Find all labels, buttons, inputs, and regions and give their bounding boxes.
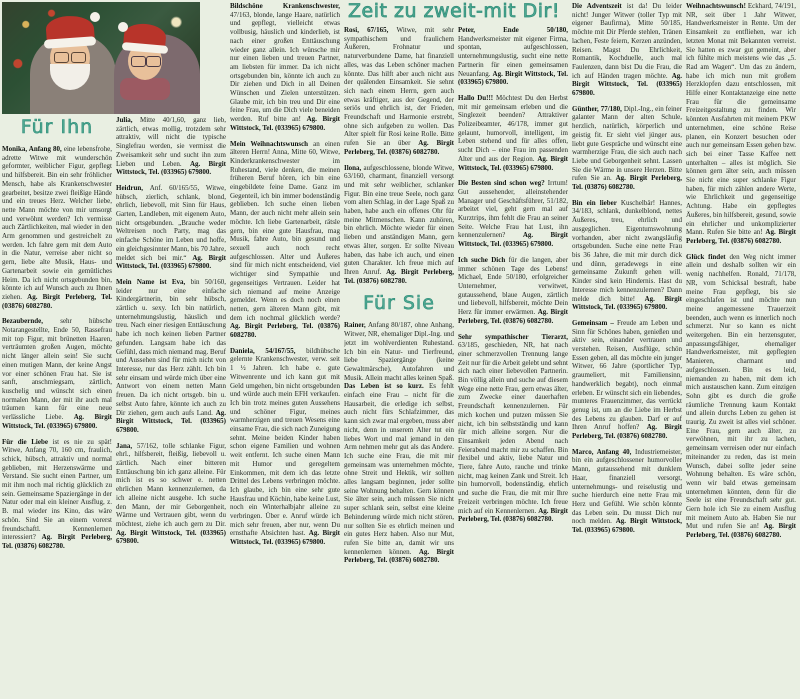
ad-lead: Ilona, xyxy=(344,163,364,172)
ad-lead: Mein Name ist Eva, xyxy=(116,277,191,286)
section-header-für-sie: Für Sie xyxy=(363,292,435,315)
ad-lead: Bildschöne Krankenschwester, xyxy=(230,2,340,10)
ad-agency-contact: Ag. Birgit Perleberg, Tel. (03876) 6082780. xyxy=(344,139,454,156)
ad-agency-contact: Ag. Birgit Perleberg, Tel. (03876) 6082780. xyxy=(2,292,112,310)
ad-agency-contact: Ag. Birgit Wittstock, Tel. (033965) 679800. xyxy=(116,528,226,546)
classified-ad: Julia, Mitte 40/1,60, ganz lieb, zärtlich, etwas mollig, trotzdem sehr attraktiv, will nicht die typische Singlefrau werden, sie vermisst die Zweisamkeit sehr und sucht ihn zum Lieben und Leben. Ag. Birgit Wittstock, Tel. (033965) 679800. xyxy=(116,116,226,177)
ad-agency-contact: Ag. Birgit Perleberg, Tel. (03876) 6082780. xyxy=(572,174,682,192)
ad-agency-contact: Ag. Birgit Wittstock, Tel. (033965) 679800. xyxy=(458,231,568,249)
ad-highlight: Das Leben ist so kurz. xyxy=(344,382,429,391)
column-5 xyxy=(458,0,568,609)
ad-agency-contact: Ag. Birgit Wittstock, Tel. (033965) 679800. xyxy=(116,159,226,177)
classified-ad: Weihnachtswunsch! Eckhard, 74/191, NR, seit über 1 Jahr Witwer, Handwerksmeister in Rente. Um der Einsamkeit zu entfliehen, war ich letzten Monat mit Bekannten verreist. Sie hatten es zwar gut gemeint, aber ich fühlte mich meistens wie das „5. Rad am Wagen“. Um das zu ändern, habe ich mich nun mit großem Herzklopfen dazu entschlossen, mit Hilfe einer Kontaktanzeige eine nette Frau für die gemeinsame Freizeitgestaltung zu finden. Wir könnten Ausfahrten mit meinem PKW unternehmen, eine schöne Reise planen, ein Konzert besuchen oder auch nur gemeinsam Essen gehen bzw. sich bei einer Tasse Kaffee nett unterhalten – alles ist möglich. Sie können gern älter sein, auch müssen Sie nicht eine super schlanke Figur haben, für mich zählen andere Werte, wie Ehrlichkeit und gegenseitige Achtung. Habe ein gepflegtes Äußeres, bin hilfsbereit, gesund, sowie ein ehrlicher und unkomplizierter Mann. Rufen Sie bitte an! Ag. Birgit Perleberg, Tel. (03876) 6082780. xyxy=(686,2,796,245)
classified-ad: Ilona, aufgeschlossene, blonde Witwe, 63/160, charmant, finanziell versorgt und mit sehr weiblicher, schlanker Figur. Bin eine treue Seele, noch ganz vom alten Schlag, in der Lage Spaß zu haben, habe auch ein offenes Ohr für meine Mitmenschen. Kann zuhören, bin ehrlich. Möchte wieder für einen lieben und anständigen Mann, gern etwas älter, sorgen. Er sollte Niveau haben, das habe ich auch, und einen guten Charakter. Ich freue mich auf Ihren Anruf. Ag. Birgit Perleberg, Tel. (03876) 6082780. xyxy=(344,163,454,285)
ad-agency-contact: Ag. Birgit Perleberg, Tel. (03876) 6082780. xyxy=(458,308,568,325)
ad-lead: Für die Liebe xyxy=(2,437,53,446)
classified-ad: Hallo Du!!! Möchtest Du den Herbst mit mir gemeinsam erleben und die Singlezeit beenden? Attraktiver Polizeibeamter, 46/178, immer gut gelaunt, humorvoll, intelligent, im Leben stehend und für alles offen, sucht Dich – eine Frau im passenden Alter und aus der Region. Ag. Birgit Wittstock, Tel. (033965) 679800. xyxy=(458,93,568,172)
ad-lead: Monika, Anfang 80, xyxy=(2,145,64,153)
classified-ad: Die Besten sind schon weg? Irrtum! Gut aussehender, alleinstehender Manager und Geschäftsführer, 51/182, arbeitet viel, geht gern mal auf Kurztrips, ihm fehlt die Frau an seiner Seite. Welche Frau hat Lust, ihn kennenzulernen? Ag. Birgit Wittstock, Tel. (033965) 679800. xyxy=(458,179,568,249)
classified-ad: Daniela, 54/167/55, bildhübsche gelernte Krankenschwester, verw. seit 1 ½ Jahren. Ich habe e. gute Witwenrente und ich kann gut mit Geld umgehen, bin nicht ortsgebunden und würde auch mein EFH verkaufen. Ich bin trotz meines guten Aussehens und schöner Figur, meines warmherzigen und treuen Wesens eine einsame Frau, die sich nach Zuneigung sehnt. Meine beiden Kinder haben schon eigene Familien und wohnen weit entfernt. Ich suche einen Mann mit Humor und geregeltem Einkommen, mit dem ich das letzte Drittel des Lebens verbringen möchte. Ich glaube, ich bin eine sehr gute Hausfrau und Köchin, habe keine Lust, noch ein Winterhalbjahr alleine zu verbringen. Über e. Anruf würde ich mich sehr freuen, aber nur, wenn Du ernsthafte Absichten hast. Ag. Birgit Wittstock, Tel. (033965) 679800. xyxy=(230,346,340,547)
classified-ad: Heidrun, Anf. 60/165/55, Witwe, hübsch, zierlich, schlank, blond, ehrlich, liebevoll, mit Sinn für Haus, Garten, Landleben, mit eigenem Auto, nicht ortsgebunden. „Brauche weder Weltreisen noch Party, mag das einfache Schöne im Leben und hoffe, ein gleichgesinnter Mann, bis 70 Jahre, meldet sich bei mir.“ Ag. Birgit Wittstock, Tel. (033965) 679800. xyxy=(116,183,226,271)
column-4 xyxy=(344,0,454,609)
column-1 xyxy=(2,0,112,697)
classified-ad: Gemeinsam – Freude am Leben und Sinn für Schönes haben, genießen und aktiv sein, einander vertrauen und verstehen. Reisen, Ausflüge, schön Essen gehen, all das möchte ein junger Witwer, 66 Jahre (sportlicher Typ, graumeliert, mit Familiensinn, handwerklich begabt), noch einmal erleben. Er wünscht sich ein liebendes, munteres Frauenzimmer, das verrückt genug ist, um an die Liebe im Herbst des Lebens zu glauben. Darf er auf Ihren Anruf hoffen? Ag. Birgit Perleberg, Tel. (03876) 6082780. xyxy=(572,318,682,441)
ad-lead: Weihnachtswunsch! xyxy=(686,2,748,10)
ad-agency-contact: Ag. Birgit Wittstock, Tel. (033965) 679800. xyxy=(116,253,226,271)
column-6 xyxy=(572,2,682,585)
ad-lead: Günther, 77/180, xyxy=(572,104,624,113)
ad-agency-contact: Ag. Birgit Perleberg, Tel. (03876) 6082780. xyxy=(686,228,796,245)
ad-agency-contact: Ag. Birgit Wittstock, Tel. (033965) 679800. xyxy=(458,69,568,87)
ad-lead: Rosi, 67/165, xyxy=(344,26,397,34)
ad-lead: Die Besten sind schon weg? xyxy=(458,179,548,188)
classified-ad: Jana, 57/162, tolle schlanke Figur, ehrl., hilfsbereit, fleißig, liebevoll u. zärtlich. Nach einer bitteren Enttäuschung bin ich ganz alleine. Für mich ist es so schwer e. netten ehrlichen Mann kennenzulernen, da ich alleine nicht ausgehe. Ich suche den Mann, der mir Geborgenheit, Wärme und Vertrauen gibt, wenn du möchtest, ziehe ich auch gern zu Dir. Ag. Birgit Wittstock, Tel. (033965) 679800. xyxy=(116,441,226,546)
classified-ad: Bin ein lieber Kuschelbär! Hannes, 34/183, schlank, dunkelblond, nettes Äußeres, treu, ehrlich und ausgeglichen. Eigentumswohnung vorhanden, aber nicht zwangsläufig ortsgebunden. Suche eine nette Frau bis 36 Jahre, die mit mir durch dick und dünn, geradewegs in eine gemeinsame Zukunft gehen will. Kinder sind kein Hindernis. Hast du Interesse mich kennenzulernen? Dann melde dich bitte! Ag. Birgit Wittstock, Tel. (033965) 679800. xyxy=(572,198,682,312)
ad-agency-contact: Ag. Birgit Perleberg, Tel. (03876) 6082780. xyxy=(344,547,454,565)
section-header-für-ihn: Für Ihn xyxy=(20,116,94,138)
classified-ad: Mein Name ist Eva, bin 50/160, leider nur eine einfache Kindergärtnerin, bin sehr hübsch, zärtlich u. sexy. Ich bin natürlich, unternehmungslustig, häuslich und treu. Nach einer riesigen Enttäuschung habe ich noch keinen lieben Partner gefunden. Langsam habe ich das Gefühl, dass mich niemand mag. Beruf und Aussehen sind für mich nicht von Interesse, nur das Herz zählt. Ich bin sehr einsam und würde mich über eine Antwort von einem netten Mann freuen. Da ich nicht ortsgeb. bin u. selbst Auto fahre, könnte ich auch zu Dir ziehen, gern auch aufs Land. Ag. Birgit Wittstock, Tel. (033965) 679800. xyxy=(116,277,226,434)
ad-lead: Gemeinsam – xyxy=(572,318,617,327)
ad-lead: Jana, xyxy=(116,441,137,450)
ad-agency-contact: Ag. Birgit Wittstock, Tel. (033965) 679800. xyxy=(572,71,682,98)
ad-agency-contact: Ag. Birgit Perleberg, Tel. (03876) 6082780. xyxy=(686,522,796,540)
classified-ad: Bezaubernde, sehr hübsche Notarangestellte, Ende 50, Rassefrau mit top Figur, mit brünetten Haaren, verträumten großen Augen, möchte nicht länger allein sein! Sie sucht einen mutigen Mann, der keine Angst vor einer schönen Frau hat. Sie ist sanft, anschmiegsam, zärtlich, kuschelig und wünscht sich einen normalen Mann, der mit ihr auch mal träumen kann für eine neue verlässliche Liebe. Ag. Birgit Wittstock, Tel. (033965) 679800. xyxy=(2,317,112,430)
ad-agency-contact: Ag. Birgit Wittstock, Tel. (033965) 679800. xyxy=(458,154,568,172)
classified-ad: Marco, Anfang 40, Industriemeister, bin ein aufgeschlossener humorvoller Mann, gutaussehend mit dunklem Haar, finanziell versorgt, unternehmungs- und reiselustig und suche hierdurch eine nette Frau mit Herz und Gefühl. Wie schön könnte das Leben sein. Du musst Dich nur noch melden. Ag. Birgit Wittstock, Tel. (033965) 679800. xyxy=(572,447,682,535)
ad-agency-contact: Ag. Birgit Wittstock, Tel. (033965) 679800. xyxy=(572,517,682,535)
classified-ad: Sehr sympathischer Tierarzt, 63/185, geschieden, NR, hat nach einer schmerzvollen Trennung lange Zeit nur für die Arbeit gelebt und sehnt sich nach einer liebevollen Partnerin. Bin völlig allein und suche auf diesem Wege eine nette Frau, gern etwas älter, zum Zwecke einer dauerhaften Freundschaft kennenzulernen. Für mich kochen und putzen müssen Sie nicht, ich bin selbstständig und kann für mich alleine sorgen. Nur die Einsamkeit jeden Abend nach Feierabend macht mir zu schaffen. Bin flexibel und aktiv, liebe Natur und Tiere, fahre Auto, rauche und trinke nicht, mag keinen Zank und Streit. Ich bin humorvoll, bodenständig, ehrlich und suche die Frau, die mit mir Ihre Freizeit verbringen möchte. Ich freue mich auf ein Kennenlernen. Ag. Birgit Perleberg, Tel. (03876) 6082780. xyxy=(458,332,568,524)
ad-lead: Ich suche Dich xyxy=(458,255,509,264)
classified-ad: Günther, 77/180, Dipl.-Ing., ein feiner galanter Mann der alten Schule, herzlich, natürlich, körperlich und geistig fit. Er sieht viel jünger aus, liebt gute Gespräche und wünscht eine warmherzige Frau, die sich auch nach Liebe und Geborgenheit sehnt. Lassen Sie die Wärme in unsere Herzen. Bitte rufen Sie an. Ag. Birgit Perleberg, Tel. (03876) 6082780. xyxy=(572,104,682,192)
classified-ad: Monika, Anfang 80, eine lebensfrohe, adrette Witwe mit wunderschön geformter, weiblicher Figur, gepflegt und hilfsbereit. Bin ein sehr fröhlicher Mensch, habe als Krankenschwester gearbeitet, besitze zwei fleißige Hände und ein treues Herz. Welcher liebe, nette Mann möchte von mir umsorgt und verwöhnt werden? Ich vermisse auch Zärtlichkeiten, mal wieder in den Arm genommen und gestreichelt zu werden. Ich fahre gern mit dem Auto in die Natur, verreise aber nicht so gern, liebe alte Musik, Haus- und Gartenarbeit sowie ein gemütliches Heim. Da ich nicht ortsgebunden bin, könnte ich auf Wunsch auch zu Ihnen ziehen. Ag. Birgit Perleberg, Tel. (03876) 6082780. xyxy=(2,145,112,310)
ad-agency-contact: Ag. Birgit Wittstock, Tel. (033965) 679800. xyxy=(2,413,112,430)
ad-lead: Hallo Du!!! xyxy=(458,93,497,102)
ad-agency-contact: Ag. Birgit Perleberg, Tel. (03876) 6082780. xyxy=(344,267,454,285)
ad-agency-contact: Ag. Birgit Wittstock, Tel. (033965) 679800. xyxy=(230,529,340,547)
section-header-zeit-zu-zweit: Zeit zu zweit-mit Dir! xyxy=(348,0,560,22)
classified-ad: Mein Weihnachtswunsch an einen älteren Herrn! Anna, Mitte 60, Witwe, Kinderkrankenschwester im Ruhestand, viele denken, die meinen früheren Beruf hören, ich bin eine eingebildete feine Dame. Ganz im Gegenteil, ich bin immer bodenständig geblieben. Ich suche einen lieben Mann, der auch nicht mehr allein sein möchte. Ich liebe Gartenarbeit, rätsle gern, bin eine gute Hausfrau, mag Musik, fahre Auto, bin gesund und sexuell auch noch recht aufgeschlossen. Alter und Äußeres sind für mich nicht entscheidend, viel wichtiger sind Sympathie und gegenseitiges Vertrauen. Leider hat sich niemand auf meine Anzeige gemeldet. Wenn es doch noch einen netten, gern älteren Mann gibt, mit dem ich nochmal glücklich werde? Ag. Birgit Perleberg, Tel. (03876) 6082780. xyxy=(230,139,340,340)
ad-agency-contact: Ag. Birgit Perleberg, Tel. (03876) 6082780. xyxy=(2,533,112,550)
ad-lead: Daniela, 54/167/55, xyxy=(230,346,307,355)
classified-ad: Rosi, 67/165, Witwe, mit sehr sympathischem und fraulichem Äußeren, Frohnatur und naturverbundene Dame, hat finanziell alles, was das Leben schöner machen könnte. Das hilft aber auch nicht aus der quälenden Einsamkeit. Sie sehnt sich nach einem Herrn, gern auch etwas kräftiger, aus der Gegend, der seriös und ehrlich ist, der Frieden, Freundschaft und Harmonie erstrebt, ohne sich aufgeben zu wollen. Das Alter spielt für Rosi keine Rolle. Bitte rufen Sie an über Ag. Birgit Perleberg, Tel. (03876) 6082780. xyxy=(344,26,454,156)
ad-agency-contact: Ag. Birgit Wittstock, Tel. (033965) 679800. xyxy=(230,115,340,132)
classified-ad: Bildschöne Krankenschwester, 47/163, blonde, lange Haare, natürlich und gepflegt, vielleicht etwas vollbusig, häuslich und kinderlieb, ist nach einer großen Enttäuschung wieder ganz allein. Ich wünsche mir nur einen lieben und treuen Partner, am liebsten für immer. Da ich nicht ortsgebunden bin, könnte ich auch zu Dir ziehen und Dich in all Deinen Wünschen und Zielen unterstützen. Glaube mir, ich bin treu und Dir eine feine Frau, um die Dich viele beneiden werden. Ruf bitte an! Ag. Birgit Wittstock, Tel. (033965) 679800. xyxy=(230,2,340,132)
ad-lead: Sehr sympathischer Tierarzt, xyxy=(458,332,568,341)
ad-lead: Heidrun, xyxy=(116,183,150,192)
ad-lead: Bezaubernde, xyxy=(2,317,61,326)
column-2 xyxy=(116,0,226,699)
ad-lead: Rainer, xyxy=(344,321,368,330)
ad-lead: Mein Weihnachtswunsch xyxy=(230,139,314,148)
ad-lead: Die Adventszeit xyxy=(572,2,627,10)
classified-ad: Für die Liebe ist es nie zu spät! Witwe, Anfang 70, 160 cm, fraulich, schick, hübsch, attraktiv und normal geblieben, mit Herzenswärme und Verstand. Sie sucht einen Partner, um mit ihm noch mal richtig glücklich zu sein. Gemeinsame Spaziergänge in der Natur oder mal ein kleiner Ausflug, z. B. mal wieder ins Kino, das wäre schön. Sind Sie an einem vorerst freundschaftl. Kennenlernen interessiert? Ag. Birgit Perleberg, Tel. (03876) 6082780. xyxy=(2,437,112,550)
ad-lead: Bin ein lieber xyxy=(572,198,621,207)
ad-agency-contact: Ag. Birgit Perleberg, Tel. (03876) 6082780. xyxy=(572,423,682,441)
classified-ad: Rainer, Anfang 80/187, ohne Anhang, Witwer, NR, ehemaliger Dipl.-Ing. und jetzt im wohlverdienten Ruhestand. Ich bin ein Natur- und Tierfreund, liebe Spaziergänge (keine Gewaltmärsche), Autofahren und Musik. Allein macht alles keinen Spaß. Das Leben ist so kurz. Es fehlt einfach eine Frau – nicht für die Hausarbeit, die erledige ich selbst, auch nicht fürs Schlafzimmer, das kann sich zwar mal ergeben, muss aber nicht, denn in unserem Alter tut ein liebes Wort und mal jemand in den Arm nehmen mehr gut als das Andere. Ich suche eine Frau, die mit mir gemeinsam was unternehmen möchte, ohne Streit und Hektik, wir sollten alles langsam beginnen, jeder sollte seine Wohnung behalten. Gern können Sie älter sein, auch müssen Sie nicht super schlank sein, selbst eine kleine Behinderung würde mich nicht stören, nur sollten Sie es ehrlich meinen und ein gutes Herz haben. Also nur Mut, rufen Sie bitte an, damit wir uns kennenlernen können. Ag. Birgit Perleberg, Tel. (03876) 6082780. xyxy=(344,321,454,565)
ad-lead: Julia, xyxy=(116,116,141,124)
ad-agency-contact: Ag. Birgit Wittstock, Tel. (033965) 679800. xyxy=(116,408,226,434)
column-3 xyxy=(230,2,340,585)
classified-ad: Glück findet den Weg nicht immer allein und deshalb sollten wir ein wenig nachhelfen. Ronald, 71/178, NR, vom Schicksal bestraft, habe meine Frau gepflegt, bis sie eingeschlafen ist und möchte nun meine angemessene Trauerzeit beenden, auch wenn es innerlich noch schmerzt. Nur so kann es nicht weitergehen. Bin ein herzensguter, anpassungsfähiger, ehemaliger Handwerksmeister, mit gepflegten Manieren, charmant und aufgeschlossen. Bin es leid, niemanden zu haben, mit dem ich mich austauschen kann. Zum einzigen Sohn gibt es durch die große räumliche Trennung kaum Kontakt und allein durchs Leben zu gehen ist traurig. Zu zweit ist alles viel schöner. Eine Frau, gern auch älter, zu verwöhnen, mit ihr zu lachen, gemeinsam verreisen oder nur einfach miteinander zu reden, das ist mein Wunsch, dabei sollte jeder seine Wohnung behalten. Es wäre schön, wenn wir bald etwas gemeinsam unternehmen könnten, denn für die Seele ist eine Freundschaft sehr gut. Gern hole ich Sie zu einem Ausflug mit meinem Auto ab. Haben Sie nur Mut und rufen Sie an! Ag. Birgit Perleberg, Tel. (03876) 6082780. xyxy=(686,252,796,540)
classified-ad: Peter, Ende 50/180, Handwerksmeister mit eigener Firma, spontan, aufgeschlossen, unternehmungslustig, sucht eine nette Partnerin für einen gemeinsamen Neuanfang. Ag. Birgit Wittstock, Tel. (033965) 679800. xyxy=(458,26,568,87)
ad-agency-contact: Ag. Birgit Perleberg, Tel. (03876) 6082780. xyxy=(458,506,568,524)
ad-agency-contact: Ag. Birgit Wittstock, Tel. (033965) 679800. xyxy=(572,294,682,312)
ad-lead: Glück findet xyxy=(686,252,730,261)
ad-lead: Peter, Ende 50/180, xyxy=(458,26,568,34)
classified-ad: Die Adventszeit ist da! Du leider nicht! Junger Witwer (toller Typ mit eigener Baufirma), Mitte 50/185, möchte mit Dir Pferde stehlen, Tränen lachen, Feste feiern, Kerzen anzünden, Reisen. Magst Du Ehrlichkeit, Romantik, Kochduelle, auch mal Faulenzen, dann bist Du die Frau, die ich auf Händen tragen möchte. Ag. Birgit Wittstock, Tel. (033965) 679800. xyxy=(572,2,682,98)
column-7 xyxy=(686,2,796,585)
ad-lead: Marco, Anfang 40, xyxy=(572,447,636,456)
ad-agency-contact: Ag. Birgit Perleberg, Tel. (03876) 6082780. xyxy=(230,322,340,340)
classified-ad: Ich suche Dich für die langen, aber immer schönen Tage des Lebens! Michael, Ende 50/180, erfolgreicher Unternehmer, verwitwet, gutaussehend, blaue Augen, zärtlich und liebevoll, hilfsbereit, möchte Dein Herz für immer erwärmen. Ag. Birgit Perleberg, Tel. (03876) 6082780. xyxy=(458,255,568,325)
